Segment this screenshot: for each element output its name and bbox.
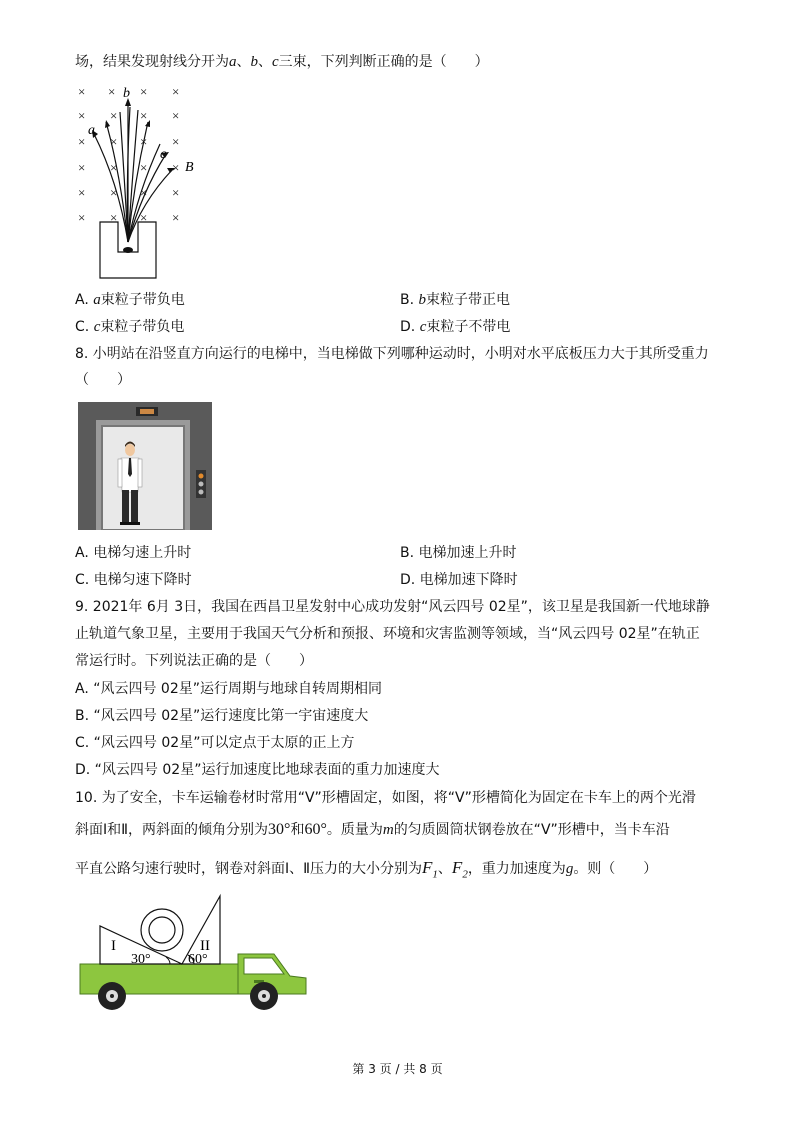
- option-text: 束粒子带负电: [100, 292, 185, 308]
- label-b: b: [123, 86, 130, 101]
- field-cross: ×: [140, 160, 148, 175]
- separator: 、: [236, 54, 251, 70]
- q9-option-b[interactable]: B. “风云四号 02星”运行速度比第一宇宙速度大: [75, 708, 369, 724]
- q7-option-a[interactable]: [75, 290, 185, 310]
- F2-subscript: 2: [462, 868, 468, 881]
- var-F1: [422, 858, 438, 881]
- option-text: 束粒子不带电: [426, 319, 511, 335]
- label-angle-60: 60°: [188, 952, 208, 967]
- separator: 、: [258, 54, 272, 70]
- field-cross: ×: [110, 134, 118, 149]
- q7-intro-text: 场，结果发现射线分开为: [75, 54, 229, 70]
- option-prefix: D.: [400, 319, 420, 335]
- field-cross: ×: [110, 210, 118, 225]
- option-var: c: [419, 319, 427, 335]
- option-var: a: [93, 292, 101, 308]
- field-cross: ×: [110, 185, 118, 200]
- label-slope-I: I: [111, 938, 116, 954]
- q9-option-a[interactable]: A. “风云四号 02星”运行周期与地球自转周期相同: [75, 681, 383, 697]
- q7-option-d[interactable]: [400, 317, 510, 337]
- label-slope-II: II: [200, 938, 210, 954]
- q9-question-line3: 常运行时。下列说法正确的是（ ）: [75, 653, 313, 669]
- field-cross: ×: [140, 134, 148, 149]
- field-cross: ×: [110, 160, 118, 175]
- option-var: b: [418, 292, 427, 308]
- q8-elevator-figure: [78, 402, 212, 530]
- q10-text: 平直公路匀速行驶时，钢卷对斜面Ⅰ、Ⅱ压力的大小分别为: [75, 861, 423, 877]
- label-angle-30: 30°: [131, 952, 151, 967]
- q8-question-line1: 8. 小明站在沿竖直方向运行的电梯中，当电梯做下列哪种运动时，小明对水平底板压力大于其所受重力: [75, 346, 709, 362]
- field-cross: ×: [172, 134, 180, 149]
- label-c: c: [160, 147, 167, 162]
- field-cross: ×: [108, 84, 116, 99]
- field-cross: ×: [78, 160, 86, 175]
- q7-intro-text-2: 三束，下列判断正确的是（ ）: [278, 54, 489, 70]
- q7-option-c[interactable]: [75, 317, 184, 337]
- field-cross: ×: [140, 210, 148, 225]
- field-cross: ×: [78, 134, 86, 149]
- label-B: B: [185, 160, 194, 175]
- q10-text: 的匀质圆筒状钢卷放在“V”形槽中，当卡车沿: [393, 822, 670, 838]
- option-var: c: [93, 319, 101, 335]
- source-dot: [123, 247, 133, 253]
- q10-text: 。则（ ）: [573, 861, 658, 877]
- option-text: 束粒子带正电: [426, 292, 511, 308]
- q7-magnetic-field-figure: [72, 82, 202, 282]
- q9-question-line1: 9. 2021年 6月 3日，我国在西昌卫星发射中心成功发射“风云四号 02星”，该卫星是我国新一代地球静: [75, 599, 710, 615]
- field-cross: ×: [172, 185, 180, 200]
- page-footer: 第 3 页 / 共 8 页: [352, 1062, 443, 1076]
- var-a: a: [229, 54, 237, 70]
- q9-question-line2: 止轨道气象卫星，主要用于我国天气分析和预报、环境和灾害监测等领域，当“风云四号 02星”在轨正: [75, 626, 700, 642]
- field-cross: ×: [172, 84, 180, 99]
- call-button-icon: [199, 474, 204, 479]
- field-cross: ×: [78, 185, 86, 200]
- angle-30: 30°: [268, 821, 291, 838]
- option-prefix: C.: [75, 319, 94, 335]
- q7-intro: [75, 52, 489, 72]
- q10-text: 。质量为: [326, 822, 383, 838]
- F2-symbol: F: [451, 858, 463, 877]
- field-cross: ×: [140, 108, 148, 123]
- field-cross: ×: [140, 84, 148, 99]
- field-cross: ×: [110, 108, 118, 123]
- option-prefix: A.: [75, 292, 94, 308]
- q10-text: 和: [290, 822, 305, 838]
- field-cross: ×: [172, 160, 180, 175]
- F1-subscript: 1: [432, 868, 438, 881]
- q10-question-line2: [75, 820, 670, 840]
- separator: 、: [437, 861, 452, 877]
- q8-option-b[interactable]: B. 电梯加速上升时: [400, 545, 517, 561]
- q10-text: ，重力加速度为: [467, 861, 566, 877]
- var-b: b: [250, 54, 258, 70]
- var-g: g: [565, 861, 574, 877]
- F1-symbol: F: [422, 858, 433, 877]
- option-prefix: B.: [400, 292, 419, 308]
- q8-option-c[interactable]: C. 电梯匀速下降时: [75, 572, 192, 588]
- field-cross: ×: [78, 210, 86, 225]
- label-a: a: [88, 123, 95, 138]
- q7-option-b[interactable]: [400, 290, 510, 310]
- angle-60: 60°: [304, 821, 327, 838]
- elevator-cabin: [102, 426, 184, 530]
- field-cross: ×: [78, 108, 86, 123]
- q8-question-line2: （ ）: [75, 372, 131, 388]
- field-cross: ×: [78, 84, 86, 99]
- var-m: m: [382, 822, 394, 838]
- field-cross: ×: [172, 108, 180, 123]
- q10-text: 斜面Ⅰ和Ⅱ，两斜面的倾角分别为: [75, 822, 269, 838]
- q9-option-c[interactable]: C. “风云四号 02星”可以定点于太原的正上方: [75, 735, 355, 751]
- q10-question-line3: [75, 858, 657, 884]
- q8-option-d[interactable]: D. 电梯加速下降时: [400, 572, 518, 588]
- var-c: c: [272, 54, 279, 70]
- var-F2: [451, 858, 468, 881]
- q9-option-d[interactable]: D. “风云四号 02星”运行加速度比地球表面的重力加速度大: [75, 762, 440, 778]
- field-cross: ×: [172, 210, 180, 225]
- field-cross: ×: [140, 185, 148, 200]
- q10-truck-figure: [78, 888, 310, 1013]
- q8-option-a[interactable]: A. 电梯匀速上升时: [75, 545, 192, 561]
- option-text: 束粒子带负电: [100, 319, 185, 335]
- q10-question-line1: 10. 为了安全，卡车运输卷材时常用“V”形槽固定，如图，将“V”形槽简化为固定在卡车上的两个光滑: [75, 790, 696, 806]
